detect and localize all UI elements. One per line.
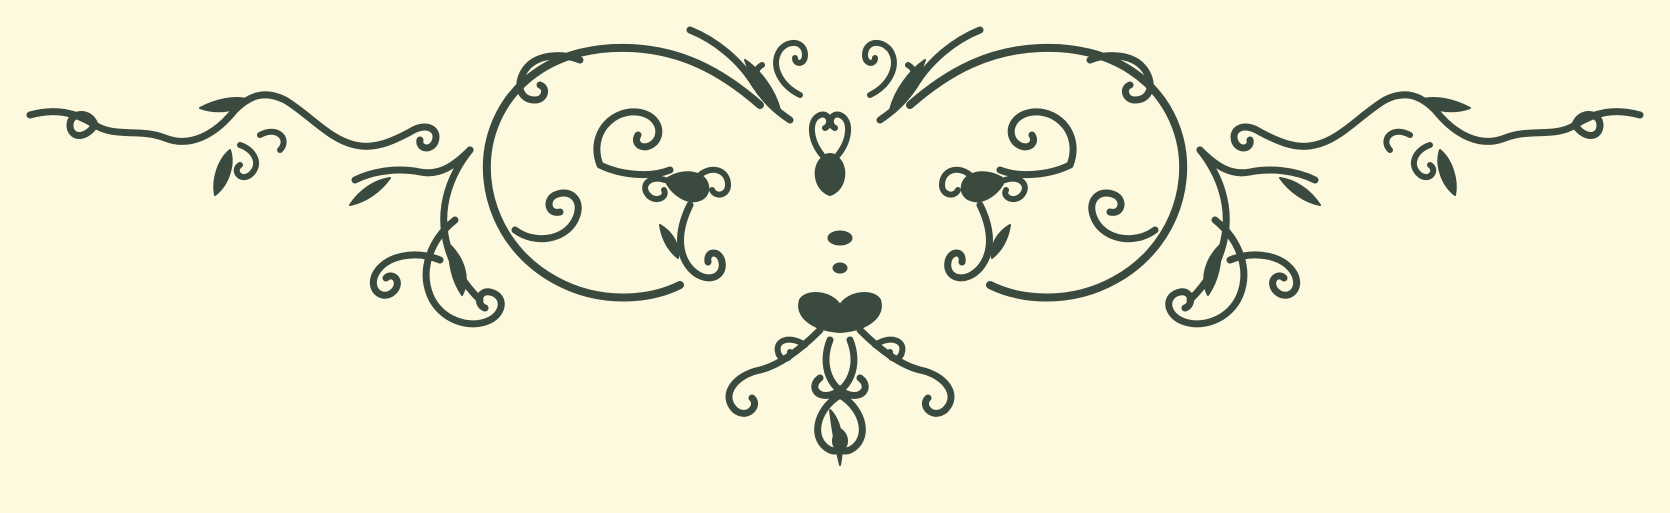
right-flourish	[865, 30, 1640, 324]
center-pendant	[729, 115, 951, 465]
left-flourish	[30, 30, 805, 324]
